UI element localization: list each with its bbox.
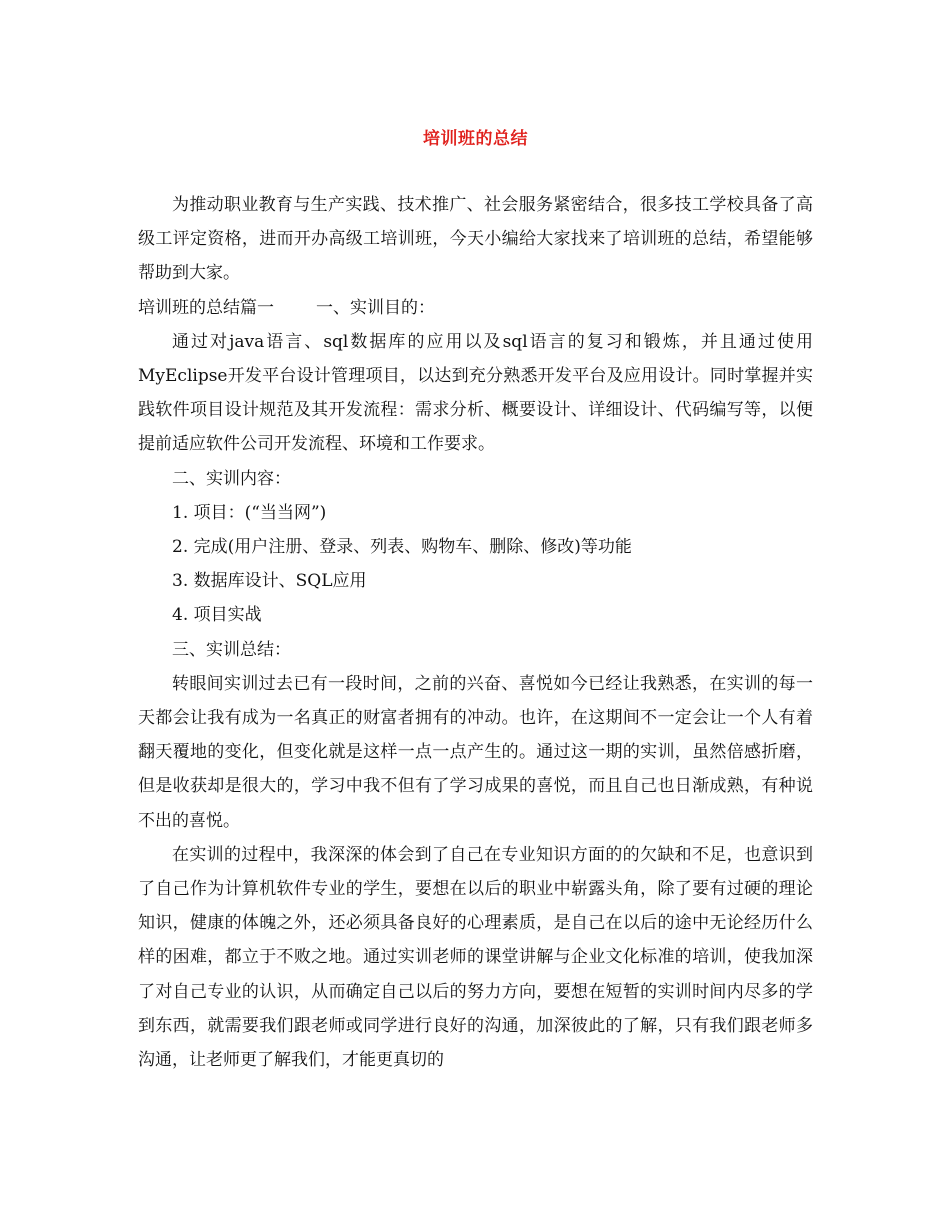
intro-paragraph: 为推动职业教育与生产实践、技术推广、社会服务紧密结合，很多技工学校具备了高级工评定资格，进而开办高级工培训班，今天小编给大家找来了培训班的总结，希望能够帮助到大家。 [138, 195, 813, 284]
document-title: 培训班的总结 [423, 129, 528, 149]
list-item: 2. 完成(用户注册、登录、列表、购物车、删除、修改)等功能 [172, 537, 632, 558]
section1-heading: 一、实训目的： [316, 297, 435, 318]
section1-paragraph: 通过对java语言、sql数据库的应用以及sql语言的复习和锻炼，并且通过使用MyEclipse开发平台设计管理项目，以达到充分熟悉开发平台及应用设计。同时掌握并实践软件项目设计规范及其开发流程：需求分析、概要设计、详细设计、代码编写等，以便提前适应软件公司开发流程、环境和工作要求。 [138, 331, 813, 455]
section3-heading: 三、实训总结： [172, 639, 291, 660]
list-item: 3. 数据库设计、SQL应用 [172, 571, 367, 592]
section3-paragraph-2: 在实训的过程中，我深深的体会到了自己在专业知识方面的的欠缺和不足，也意识到了自己作为计算机软件专业的学生，要想在以后的职业中崭露头角，除了要有过硬的理论知识，健康的体魄之外，还必须具备良好的心理素质，是自己在以后的途中无论经历什么样的困难，都立于不败之地。通过实训老师的课堂讲解与企业文化标准的培训，使我加深了对自己专业的认识，从而确定自己以后的努力方向，要想在短暂的实训时间内尽多的学到东西，就需要我们跟老师或同学进行良好的沟通，加深彼此的了解，只有我们跟老师多沟通，让老师更了解我们，才能更真切的 [138, 844, 813, 1071]
part-label: 培训班的总结篇一 [138, 297, 274, 318]
part-heading-line [138, 291, 813, 325]
document-body [138, 188, 813, 1077]
section3-paragraph-1: 转眼间实训过去已有一段时间，之前的兴奋、喜悦如今已经让我熟悉，在实训的每一天都会让我有成为一名真正的财富者拥有的冲动。也许，在这期间不一定会让一个人有着翻天覆地的变化，但变化就是这样一点一点产生的。通过这一期的实训，虽然倍感折磨，但是收获却是很大的，学习中我不但有了学习成果的喜悦，而且自己也日渐成熟，有种说不出的喜悦。 [138, 673, 813, 831]
list-item: 4. 项目实战 [172, 605, 262, 626]
section2-heading: 二、实训内容： [172, 468, 291, 489]
list-item: 1. 项目：(“当当网”) [172, 502, 327, 523]
